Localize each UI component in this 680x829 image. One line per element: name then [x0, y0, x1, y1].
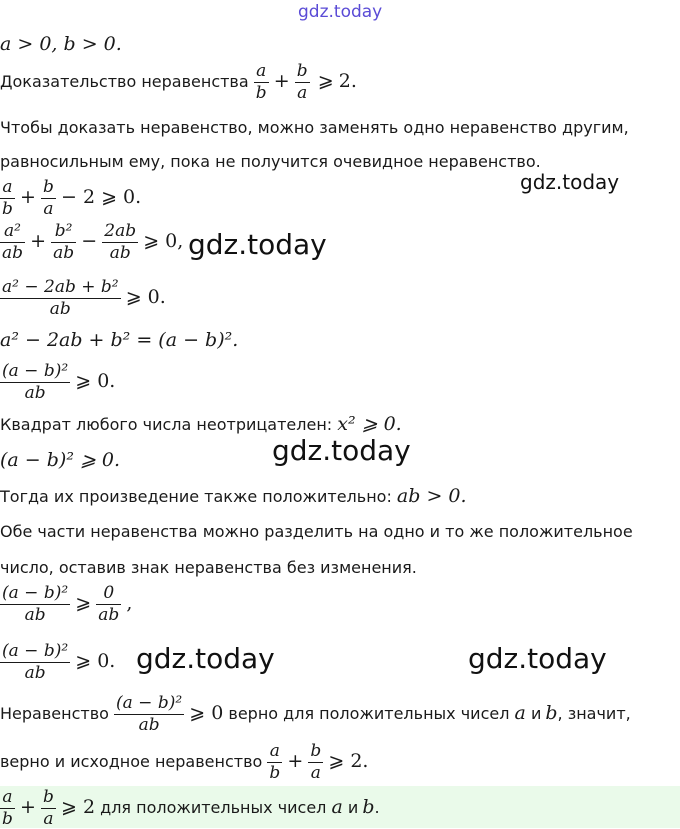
statement-text: верно для положительных чисел [228, 704, 510, 723]
watermark: gdz.today [298, 2, 383, 22]
statement-end: 2. [338, 70, 357, 92]
fraction-b-over-a: $\frac{b}{a}$ [310, 741, 322, 783]
variable-a: a [331, 796, 343, 818]
watermark: gdz.today [468, 642, 607, 675]
explanation-line: равносильным ему, пока не получится очевидное неравенство. [0, 152, 541, 171]
explanation-line: Обе части неравенства можно разделить на одно и то же положительное [0, 522, 633, 541]
watermark: gdz.today [136, 642, 275, 675]
answer-end: . [374, 798, 380, 817]
conjunction: и [530, 704, 542, 723]
statement-text: Доказательство неравенства [0, 72, 249, 91]
math-relation: ⩾ [75, 592, 92, 614]
answer-text: для положительных чисел [100, 798, 327, 817]
variable-a: a [514, 702, 526, 724]
statement-text: Неравенство [0, 704, 109, 723]
fraction-a-over-b: $\frac{a}{b}$ [2, 787, 13, 829]
fraction-b-over-a: $\frac{b}{a}$ [43, 177, 54, 219]
math-tail: − 2 ⩾ 0. [60, 186, 142, 208]
minus-sign: − [81, 230, 98, 252]
math-tail: ⩾ 2 [60, 796, 96, 818]
math-tail: ⩾ 0. [75, 370, 116, 392]
fraction-2ab-over-ab: $\frac{2ab}{ab}$ [104, 221, 137, 263]
variable-b: b [362, 796, 375, 818]
plus-sign: + [30, 230, 47, 252]
plus-sign: + [287, 750, 304, 772]
variable-b: b [545, 702, 558, 724]
math-line-6 [0, 278, 166, 319]
answer-line [0, 788, 380, 829]
plus-sign: + [273, 70, 290, 92]
fraction-square-over-ab: $\frac{\text{(a − b)²}}{ab}$ [2, 641, 69, 683]
statement-line [0, 486, 467, 507]
watermark: gdz.today [188, 228, 327, 261]
math-inline: ab > 0. [396, 485, 467, 507]
fraction-square-over-ab: $\frac{\text{(a − b)²}}{ab}$ [2, 583, 69, 625]
math-tail: ⩾ 0. [75, 650, 116, 672]
math-line-14 [0, 584, 132, 625]
fraction-zero-over-ab: $\frac{0}{ab}$ [98, 583, 120, 625]
explanation-line: Чтобы доказать неравенство, можно заменять одно неравенство другим, [0, 118, 629, 137]
watermark: gdz.today [272, 434, 411, 467]
watermark: gdz.today [520, 170, 620, 194]
condition: a > 0, b > 0. [0, 33, 122, 55]
fraction-b-over-a: $\frac{b}{a}$ [43, 787, 54, 829]
statement-end: ⩾ 2. [328, 750, 369, 772]
statement-text: Квадрат любого числа неотрицателен: [0, 415, 333, 434]
statement-line [0, 414, 402, 435]
fraction-a-over-b: $\frac{a}{b}$ [269, 741, 281, 783]
math-tail: , [126, 592, 133, 614]
fraction-combined: $\frac{\text{a² − 2ab + b²}}{ab}$ [2, 277, 119, 319]
plus-sign: + [19, 186, 36, 208]
statement-text: верно и исходное неравенство [0, 752, 263, 771]
math-relation: ⩾ 0 [189, 702, 224, 724]
conjunction: и [347, 798, 359, 817]
fraction-square-over-ab: $\frac{\text{(a − b)²}}{ab}$ [116, 693, 183, 735]
fraction-a-over-b: $\frac{a}{b}$ [255, 61, 267, 103]
fraction-b-over-a: $\frac{b}{a}$ [296, 61, 308, 103]
fraction-square-over-ab: $\frac{\text{(a − b)²}}{ab}$ [2, 361, 69, 403]
explanation-line: число, оставив знак неравенства без изменения. [0, 558, 417, 577]
math-line-15 [0, 642, 115, 683]
statement-text: Тогда их произведение также положительно: [0, 487, 392, 506]
math-line-10: (a − b)² ⩾ 0. [0, 449, 121, 471]
statement-line: Доказательство неравенства $\frac{a}{b}$ + $\frac{b}{a}$ ⩾ 2. [0, 61, 357, 103]
statement-line [0, 742, 368, 783]
math-line-5 [0, 222, 183, 263]
fraction-a2-over-ab: $\frac{\text{a²}}{ab}$ [2, 221, 24, 263]
statement-line [0, 694, 631, 735]
math-line-8 [0, 362, 115, 403]
statement-text: , значит, [557, 704, 631, 723]
plus-sign: + [19, 796, 36, 818]
fraction-a-over-b: $\frac{a}{b}$ [2, 177, 13, 219]
math-tail: ⩾ 0, [143, 230, 184, 252]
math-tail: ⩾ 0. [125, 286, 166, 308]
math-line-7: a² − 2ab + b² = (a − b)². [0, 329, 239, 351]
math-line-4 [0, 178, 141, 219]
fraction-b2-over-ab: $\frac{\text{b²}}{ab}$ [53, 221, 75, 263]
math-inline: x² ⩾ 0. [337, 413, 402, 435]
